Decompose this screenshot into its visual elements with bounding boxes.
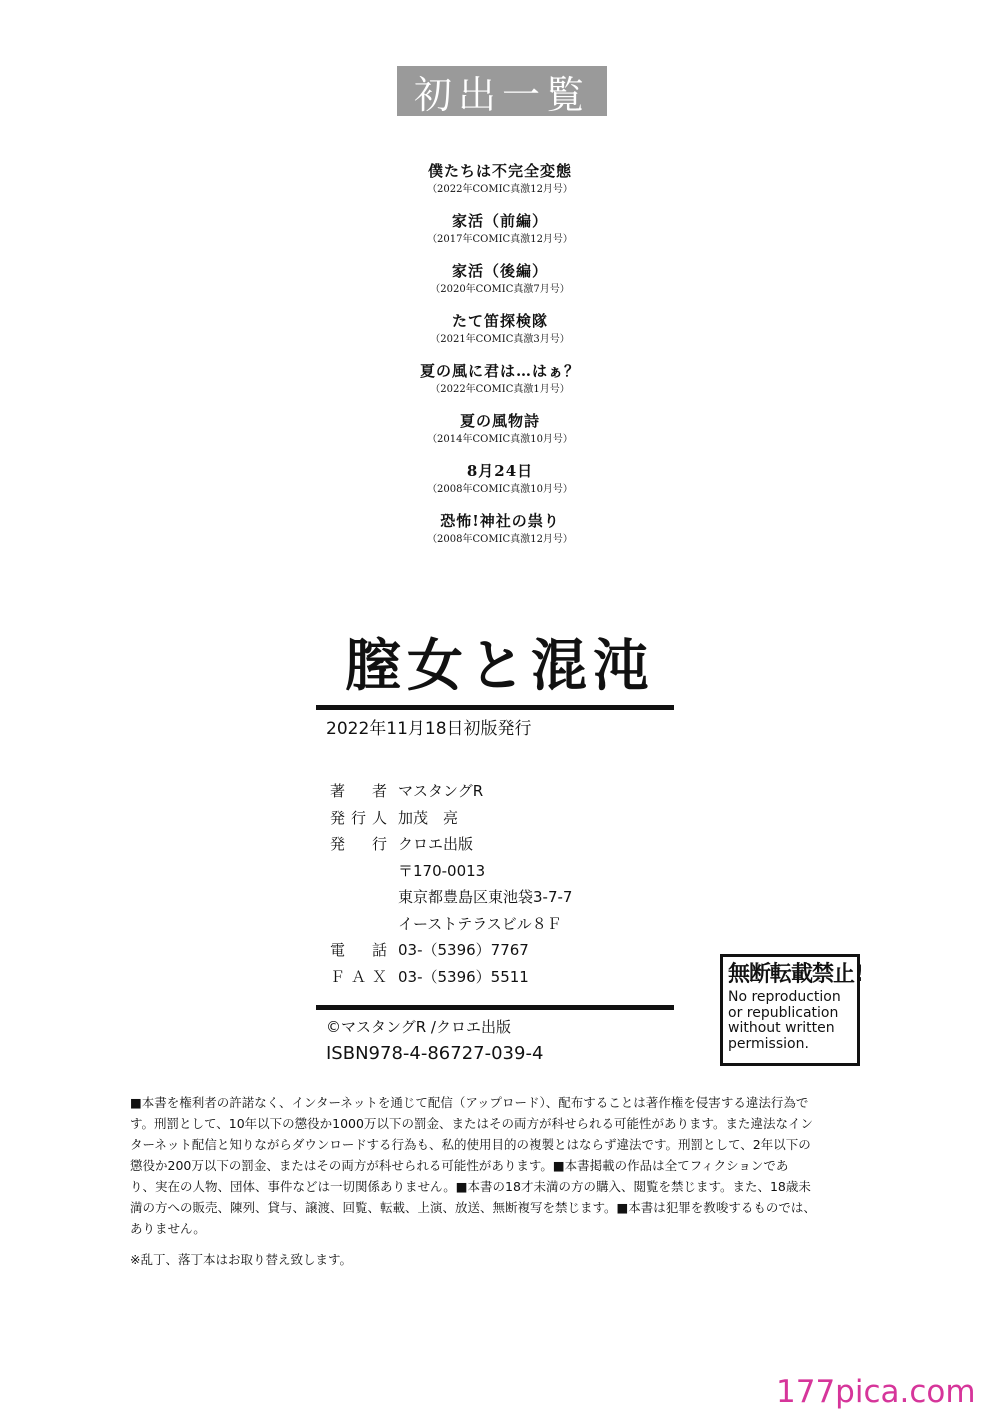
notice-line: permission.	[728, 1035, 809, 1052]
notice-title: 無断転載禁止!	[728, 962, 864, 987]
colophon-value: 東京都豊島区東池袋3-7-7	[398, 888, 573, 906]
work-source: （2021年COMIC真激3月号）	[430, 334, 570, 345]
legal-line: 満の方への販売、陳列、貸与、譲渡、回覧、転載、上演、放送、無断複写を禁じます。■本書は犯罪を教唆するものでは、	[130, 1200, 816, 1215]
work-title: 夏の風物詩	[459, 412, 540, 430]
first-appearance-header: 初出一覧	[397, 66, 607, 116]
legal-notice	[130, 1092, 870, 1239]
notice-line: without written	[728, 1020, 835, 1036]
replacement-footnote: ※乱丁、落丁本はお取り替え致します。	[130, 1252, 352, 1267]
first-appearance-list	[300, 160, 700, 560]
list-item	[300, 160, 700, 210]
colophon-value: イーストテラスビル８Ｆ	[398, 914, 562, 933]
work-source: （2022年COMIC真激12月号）	[427, 184, 573, 195]
notice-line: No reproduction	[728, 989, 841, 1005]
legal-line: ■本書を権利者の許諾なく、インターネットを通じて配信（アップロード）、配布することは著作権を侵害する違法行為で	[130, 1095, 809, 1110]
work-source: （2020年COMIC真激7月号）	[430, 284, 570, 295]
legal-line: 懲役か200万以下の罰金、またはその両方が科せられる可能性があります。■本書掲載の作品は全てフィクションであ	[130, 1158, 789, 1173]
publication-date: 2022年11月18日初版発行	[326, 719, 532, 739]
work-title: 8月24日	[466, 462, 534, 480]
work-source: （2022年COMIC真激1月号）	[430, 384, 570, 395]
notice-line: or republication	[728, 1004, 839, 1021]
list-item	[300, 310, 700, 360]
divider-top	[316, 705, 674, 710]
work-title: 恐怖!神社の祟り	[440, 512, 560, 530]
colophon-label: ＦＡＸ	[330, 967, 394, 986]
work-source: （2008年COMIC真激10月号）	[427, 484, 573, 495]
work-source: （2008年COMIC真激12月号）	[427, 534, 573, 545]
colophon-value: 03-（5396）7767	[398, 941, 529, 959]
list-item	[300, 360, 700, 410]
list-item	[300, 460, 700, 510]
legal-line: ターネット配信と知りながらダウンロードする行為も、私的使用目的の複製とはならず違法です。刑罰として、2年以下の	[130, 1137, 811, 1152]
colophon-value: 加茂 亮	[398, 808, 459, 827]
colophon-label: 発 行	[330, 835, 394, 853]
list-item	[300, 410, 700, 460]
work-title: たて笛探検隊	[451, 312, 548, 330]
book-title: 膣女と混沌	[345, 633, 655, 699]
legal-line: す。刑罰として、10年以下の懲役か1000万以下の罰金、またはその両方が科せられる可能性があります。また違法なイン	[130, 1116, 813, 1131]
work-title: 僕たちは不完全変態	[427, 162, 572, 180]
colophon-label: 電 話	[330, 941, 394, 959]
copyright-line: ©マスタングR /クロエ出版	[326, 1018, 511, 1036]
list-item	[300, 210, 700, 260]
work-source: （2017年COMIC真激12月号）	[427, 234, 573, 245]
colophon-value: 03-（5396）5511	[398, 967, 529, 986]
colophon-label: 著 者	[330, 782, 394, 800]
colophon-label: 発行人	[330, 808, 394, 827]
work-title: 夏の風に君は…はぁ？	[419, 362, 580, 380]
isbn: ISBN978-4-86727-039-4	[326, 1043, 544, 1064]
site-watermark: 177pica.com	[776, 1374, 976, 1410]
legal-line: り、実在の人物、団体、事件などは一切関係ありません。■本書の18才未満の方の購入、閲覧を禁じます。また、18歳未	[130, 1179, 811, 1194]
colophon-value: クロエ出版	[398, 835, 474, 853]
colophon-value: 〒170-0013	[398, 861, 486, 880]
legal-line: ありません。	[130, 1221, 206, 1236]
list-item	[300, 260, 700, 310]
work-title: 家活（前編）	[451, 212, 548, 230]
list-item	[300, 510, 700, 560]
no-reproduction-notice	[720, 954, 864, 1066]
divider-bottom	[316, 1005, 674, 1010]
work-title: 家活（後編）	[451, 262, 548, 280]
colophon-value: マスタングR	[398, 782, 484, 800]
work-source: （2014年COMIC真激10月号）	[427, 434, 573, 445]
